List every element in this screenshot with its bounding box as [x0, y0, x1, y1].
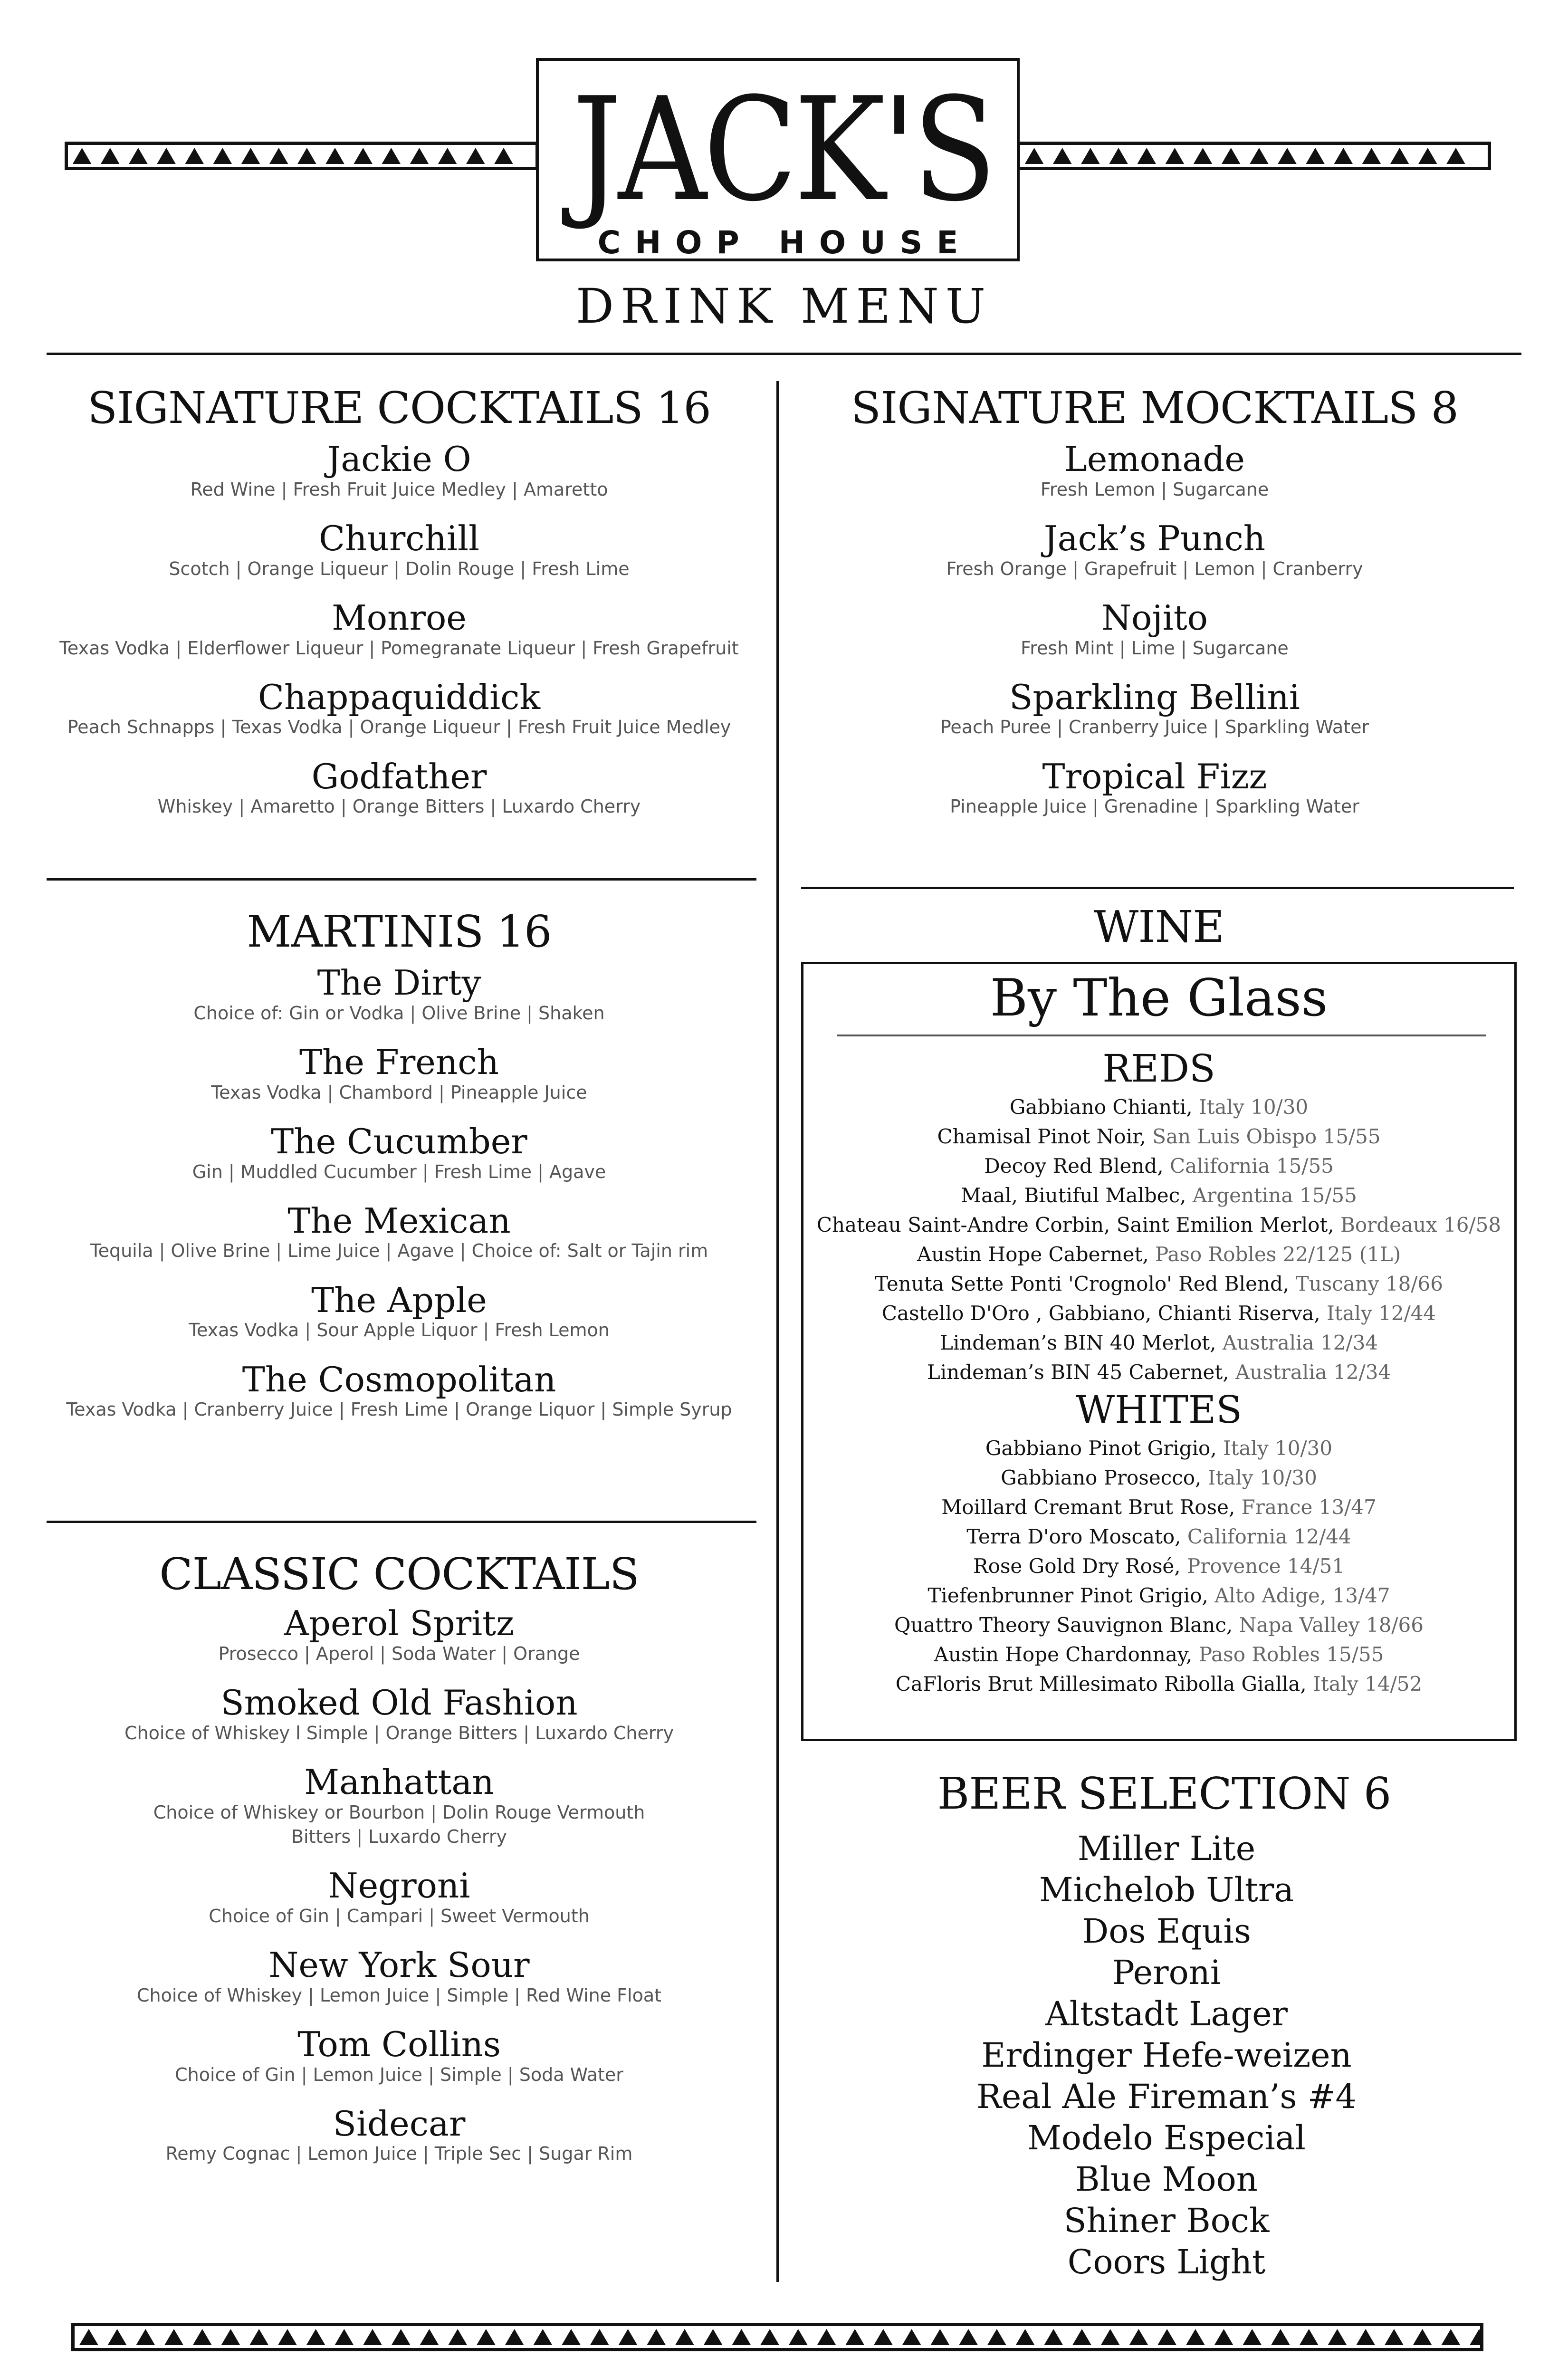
- beer-list: [789, 1828, 1520, 2283]
- logo-sub-text: CHOP HOUSE: [597, 224, 973, 261]
- wine-item: [803, 1522, 1514, 1552]
- wine-region-price: Tuscany 18/66: [1289, 1272, 1443, 1296]
- item-name: Tom Collins: [297, 2024, 501, 2064]
- item-desc: Texas Vodka | Sour Apple Liquor | Fresh Lemon: [189, 1320, 610, 1341]
- wine-name: CaFloris Brut Millesimato Ribolla Gialla,: [895, 1672, 1307, 1696]
- wine-region-price: California 12/44: [1181, 1525, 1351, 1549]
- wine-region-price: Italy 12/44: [1320, 1302, 1436, 1325]
- item-desc: Choice of Gin | Campari | Sweet Vermouth: [209, 1905, 590, 1926]
- wine-item: [803, 1210, 1514, 1240]
- wine-item: [803, 1181, 1514, 1210]
- wine-region-price: San Luis Obispo 15/55: [1146, 1125, 1381, 1149]
- wine-title: [801, 903, 1517, 951]
- item-name: Chappaquiddick: [258, 677, 541, 717]
- wine-item: [803, 1092, 1514, 1122]
- list-item: [33, 1280, 765, 1343]
- item-name: Nojito: [1101, 597, 1208, 638]
- wine-subtitle: By The Glass: [990, 968, 1328, 1028]
- wine-item: [803, 1122, 1514, 1151]
- list-item: [33, 756, 765, 819]
- list-item: [789, 518, 1520, 581]
- wine-region-price: Argentina 15/55: [1186, 1184, 1357, 1207]
- section-signature-cocktails: [33, 384, 765, 838]
- beer-item: Coors Light: [1067, 2242, 1266, 2282]
- divider: [47, 878, 756, 881]
- item-name: Sparkling Bellini: [1009, 677, 1300, 717]
- wine-item: [803, 1358, 1514, 1387]
- beer-item: Altstadt Lager: [1045, 1994, 1288, 2034]
- item-desc: Texas Vodka | Chambord | Pineapple Juice: [211, 1082, 587, 1103]
- list-item: [33, 2024, 765, 2087]
- item-name: New York Sour: [268, 1945, 530, 1985]
- beer-item: Erdinger Hefe-weizen: [981, 2036, 1352, 2075]
- wine-region-price: Italy 10/30: [1201, 1466, 1317, 1490]
- list-item: [789, 677, 1520, 740]
- section-title: CLASSIC COCKTAILS: [159, 1549, 639, 1600]
- item-desc: Gin | Muddled Cucumber | Fresh Lime | Agave: [192, 1161, 606, 1182]
- beer-item: Peroni: [1112, 1953, 1221, 1993]
- list-item: [33, 1685, 765, 1745]
- item-desc: Choice of Whiskey or Bourbon | Dolin Rouge Vermouth: [153, 1801, 645, 1823]
- item-desc: Fresh Lemon | Sugarcane: [1040, 479, 1269, 500]
- divider-vertical: [776, 381, 779, 2282]
- item-name: The French: [299, 1042, 499, 1083]
- item-name: The Cucumber: [271, 1121, 527, 1161]
- list-item: [33, 2103, 765, 2166]
- deco-border-right: [1017, 142, 1491, 170]
- list-item: [33, 1947, 765, 2008]
- divider-top: [47, 353, 1521, 355]
- section-signature-mocktails: [789, 384, 1520, 838]
- wine-item: [803, 1669, 1514, 1699]
- list-item: [33, 1868, 765, 1928]
- logo-main-text: JACK'S: [572, 67, 994, 233]
- section-title: MARTINIS 16: [247, 906, 552, 957]
- wine-item: [803, 1240, 1514, 1269]
- list-item: [33, 965, 765, 1025]
- item-name: The Mexican: [287, 1200, 511, 1241]
- item-name: Sidecar: [333, 2103, 466, 2144]
- whites-heading: WHITES: [1075, 1388, 1243, 1432]
- wine-item: [803, 1610, 1514, 1640]
- list-item: [33, 1359, 765, 1422]
- wine-item: [803, 1581, 1514, 1610]
- item-name: Jackie O: [327, 439, 471, 479]
- page-title: DRINK MENU: [575, 278, 993, 334]
- wine-region-price: Australia 12/34: [1216, 1331, 1378, 1355]
- wine-region-price: France 13/47: [1235, 1495, 1377, 1519]
- list-item: [33, 1121, 765, 1184]
- item-desc: Scotch | Orange Liqueur | Dolin Rouge | Fresh Lime: [169, 558, 630, 579]
- item-name: Tropical Fizz: [1042, 756, 1267, 796]
- wine-name: Quattro Theory Sauvignon Blanc,: [894, 1613, 1233, 1637]
- wine-region-price: Italy 10/30: [1216, 1437, 1333, 1460]
- item-desc: Choice of Whiskey l Simple | Orange Bitters | Luxardo Cherry: [124, 1722, 674, 1744]
- list-item: [33, 1044, 765, 1105]
- divider: [837, 1035, 1486, 1036]
- wine-region-price: Paso Robles 15/55: [1192, 1643, 1384, 1667]
- section-classic-cocktails: [33, 1550, 765, 2185]
- item-desc: Red Wine | Fresh Fruit Juice Medley | Amaretto: [190, 479, 608, 500]
- list-item: [33, 677, 765, 740]
- wine-region-price: Bordeaux 16/58: [1334, 1213, 1501, 1237]
- deco-border-left: [65, 142, 539, 170]
- section-beer: [789, 1770, 1520, 2283]
- wine-region-price: Provence 14/51: [1180, 1554, 1345, 1578]
- wine-name: Lindeman’s BIN 40 Merlot,: [939, 1331, 1216, 1355]
- list-item: [33, 1764, 765, 1849]
- list-item: [789, 756, 1520, 819]
- wine-item: [803, 1493, 1514, 1522]
- wine-name: Gabbiano Chianti,: [1009, 1095, 1193, 1119]
- section-title: SIGNATURE MOCKTAILS 8: [851, 383, 1459, 433]
- item-name: Lemonade: [1064, 439, 1245, 479]
- item-desc: Texas Vodka | Cranberry Juice | Fresh Lime | Orange Liquor | Simple Syrup: [66, 1399, 732, 1420]
- whites-list: [803, 1434, 1514, 1699]
- wine-item: [803, 1269, 1514, 1299]
- wine-region-price: Alto Adige, 13/47: [1208, 1584, 1390, 1608]
- section-title: BEER SELECTION 6: [937, 1768, 1391, 1819]
- wine-region-price: Paso Robles 22/125 (1L): [1148, 1243, 1401, 1266]
- logo: [536, 58, 1020, 261]
- wine-name: Terra D'oro Moscato,: [966, 1525, 1181, 1549]
- item-desc: Peach Schnapps | Texas Vodka | Orange Liqueur | Fresh Fruit Juice Medley: [67, 717, 731, 738]
- list-item: [33, 1200, 765, 1264]
- item-desc: Fresh Orange | Grapefruit | Lemon | Cranberry: [946, 558, 1363, 579]
- beer-item: Miller Lite: [1077, 1829, 1256, 1868]
- beer-item: Shiner Bock: [1063, 2201, 1270, 2241]
- wine-region-price: Napa Valley 18/66: [1233, 1613, 1424, 1637]
- wine-name: Gabbiano Prosecco,: [1001, 1466, 1202, 1490]
- item-desc: Prosecco | Aperol | Soda Water | Orange: [218, 1643, 580, 1664]
- item-desc: Tequila | Olive Brine | Lime Juice | Agave | Choice of: Salt or Tajin rim: [90, 1240, 708, 1262]
- wine-item: [803, 1434, 1514, 1463]
- wine-item: [803, 1151, 1514, 1181]
- wine-item: [803, 1552, 1514, 1581]
- wine-name: Rose Gold Dry Rosé,: [973, 1554, 1181, 1578]
- wine-item: [803, 1463, 1514, 1493]
- wine-item: [803, 1299, 1514, 1328]
- wine-name: Castello D'Oro , Gabbiano, Chianti Riserva,: [881, 1302, 1320, 1325]
- item-desc: Remy Cognac | Lemon Juice | Triple Sec | Sugar Rim: [165, 2143, 633, 2165]
- list-item: [789, 441, 1520, 502]
- divider: [47, 1521, 756, 1523]
- wine-name: Moillard Cremant Brut Rose,: [941, 1495, 1235, 1519]
- beer-item: Modelo Especial: [1027, 2118, 1306, 2158]
- deco-border-bottom: [71, 2323, 1483, 2351]
- item-name: Smoked Old Fashion: [220, 1683, 578, 1723]
- section-title: SIGNATURE COCKTAILS 16: [87, 383, 711, 433]
- section-martinis: [33, 908, 765, 1441]
- reds-list: [803, 1092, 1514, 1387]
- item-desc: Bitters | Luxardo Cherry: [291, 1826, 507, 1847]
- wine-by-the-glass-box: [801, 962, 1517, 1741]
- wine-name: Decoy Red Blend,: [984, 1154, 1164, 1178]
- wine-region-price: California 15/55: [1163, 1154, 1334, 1178]
- wine-name: Tiefenbrunner Pinot Grigio,: [927, 1584, 1208, 1608]
- wine-region-price: Italy 10/30: [1192, 1095, 1309, 1119]
- item-desc: Peach Puree | Cranberry Juice | Sparkling Water: [940, 717, 1369, 738]
- item-name: Godfather: [311, 756, 487, 796]
- item-desc: Choice of: Gin or Vodka | Olive Brine | Shaken: [193, 1002, 605, 1024]
- beer-item: Blue Moon: [1075, 2160, 1258, 2199]
- item-name: Manhattan: [304, 1762, 494, 1802]
- wine-name: Maal, Biutiful Malbec,: [961, 1184, 1186, 1207]
- wine-name: Austin Hope Chardonnay,: [934, 1643, 1193, 1667]
- wine-name: Lindeman’s BIN 45 Cabernet,: [927, 1360, 1229, 1384]
- wine-name: Austin Hope Cabernet,: [917, 1243, 1149, 1266]
- item-desc: Texas Vodka | Elderflower Liqueur | Pomegranate Liqueur | Fresh Grapefruit: [59, 637, 739, 659]
- beer-item: Real Ale Fireman’s #4: [976, 2077, 1357, 2117]
- wine-name: Chateau Saint-Andre Corbin, Saint Emilion Merlot,: [816, 1213, 1334, 1237]
- item-desc: Whiskey | Amaretto | Orange Bitters | Luxardo Cherry: [157, 796, 641, 817]
- list-item: [33, 1603, 765, 1666]
- beer-item: Dos Equis: [1082, 1912, 1251, 1951]
- wine-name: Tenuta Sette Ponti 'Crognolo' Red Blend,: [875, 1272, 1290, 1296]
- wine-item: [803, 1328, 1514, 1358]
- divider: [801, 887, 1514, 889]
- wine-name: Chamisal Pinot Noir,: [937, 1125, 1146, 1149]
- wine-item: [803, 1640, 1514, 1669]
- item-name: Aperol Spritz: [284, 1603, 515, 1644]
- item-name: Negroni: [328, 1866, 470, 1906]
- reds-heading: REDS: [1102, 1046, 1215, 1091]
- beer-item: Michelob Ultra: [1039, 1870, 1294, 1910]
- wine-name: Gabbiano Pinot Grigio,: [985, 1437, 1217, 1460]
- list-item: [789, 597, 1520, 661]
- item-desc: Choice of Gin | Lemon Juice | Simple | Soda Water: [175, 2064, 623, 2085]
- item-name: The Cosmopolitan: [242, 1359, 556, 1399]
- item-name: Jack’s Punch: [1043, 518, 1266, 559]
- list-item: [33, 597, 765, 661]
- item-name: Churchill: [318, 518, 480, 559]
- item-desc: Fresh Mint | Lime | Sugarcane: [1021, 637, 1289, 659]
- wine-region-price: Australia 12/34: [1229, 1360, 1391, 1384]
- item-name: The Dirty: [317, 963, 481, 1003]
- item-desc: Pineapple Juice | Grenadine | Sparkling Water: [950, 796, 1359, 817]
- section-title: WINE: [1093, 901, 1224, 952]
- item-name: Monroe: [332, 597, 467, 638]
- list-item: [33, 518, 765, 581]
- item-desc: Choice of Whiskey | Lemon Juice | Simple | Red Wine Float: [136, 1984, 662, 2006]
- wine-region-price: Italy 14/52: [1306, 1672, 1423, 1696]
- list-item: [33, 441, 765, 502]
- item-name: The Apple: [311, 1280, 487, 1320]
